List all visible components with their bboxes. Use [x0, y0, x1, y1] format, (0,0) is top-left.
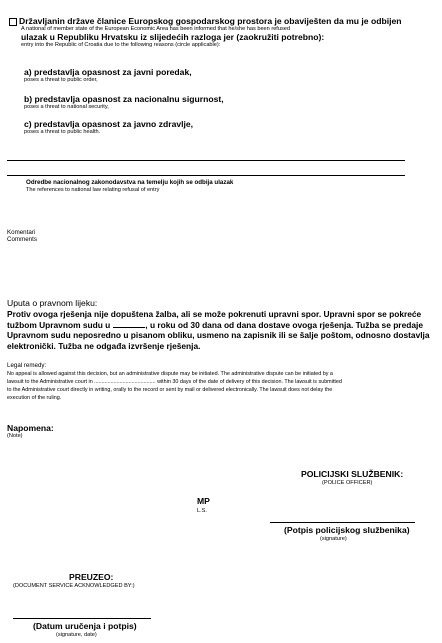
legal-remedy-title-en: Legal remedy: — [7, 362, 47, 369]
received-by-title-en: (DOCUMENT SERVICE ACKNOWLEDGED BY:) — [13, 583, 135, 589]
legal-remedy-title: Uputa o pravnom lijeku: — [7, 298, 98, 308]
reason-a[interactable]: a) predstavlja opasnost za javni poredak, — [24, 67, 192, 77]
seal-mark-en: L.S. — [197, 508, 207, 514]
legal-remedy-line-4: elektronički. Tužba ne odgađa izvršenje rješenja. — [7, 340, 201, 351]
date-signature-label: (Datum uručenja i potpis) — [33, 621, 137, 631]
police-officer-title: POLICIJSKI SLUŽBENIK: — [301, 469, 404, 479]
comments-label-en: Comments — [7, 236, 37, 243]
legal-remedy-line-3: Upravnom sudu neposredno u pisanom obliku, usmeno na zapisnik ili se šalje poštom, odnosno dostavlja — [7, 330, 430, 341]
administrative-court-field[interactable] — [113, 327, 145, 328]
officer-signature-label-en: (signature) — [320, 536, 347, 542]
note-label-en: (Note) — [7, 433, 23, 439]
note-label: Napomena: — [7, 423, 54, 433]
seal-mark: MP — [197, 496, 210, 506]
legal-remedy-text-en: No appeal is allowed against this decision, but an administrative dispute may be initiated. The administrative dispute can be initiated by a lawsuit to the Administrative court in ......................................... within 30 days of the date of delivery of this decision. The lawsuit is submitted to the Administrative court directly in writing, orally to the record or sent by mail or delivered electronically. The lawsuit does not delay the execution of the ruling. — [7, 371, 342, 402]
reason-c-en: poses a threat to public health. — [24, 129, 101, 135]
law-reference-label-en: The references to national law relating refusal of entry — [26, 187, 160, 193]
reason-b-en: poses a threat to national security, — [24, 104, 109, 110]
officer-signature-label: (Potpis policijskog službenika) — [284, 525, 410, 535]
legal-remedy-line-1: Protiv ovoga rješenja nije dopuštena žalba, ali se može pokrenuti upravni spor. Upravni spor se pokreće — [7, 309, 422, 319]
police-officer-title-en: (POLICE OFFICER) — [322, 480, 373, 486]
legal-remedy-text — [7, 309, 437, 351]
legal-remedy-line-2: tužbom Upravnom sudu u , u roku od 30 dana od dana dostave ovoga rješenja. Tužba se predaje — [7, 319, 423, 330]
received-by-title: PREUZEO: — [69, 572, 114, 582]
header-statement-en: A national of member state of the European Economic Area has been informed that he/she has been refused — [21, 26, 290, 32]
checkbox[interactable] — [9, 18, 17, 26]
entry-reasons-heading-en: entry into the Republic of Croatia due to the following reasons (circle applicable): — [21, 42, 221, 48]
date-signature-label-en: (signature, date) — [56, 632, 97, 638]
entry-reasons-heading: ulazak u Republiku Hrvatsku iz slijedećih razloga jer (zaokružiti potrebno): — [21, 32, 325, 42]
header-statement: Državljanin države članice Europskog gospodarskog prostora je obaviješten da mu je odbijen — [19, 16, 402, 26]
officer-signature-field[interactable] — [270, 522, 415, 523]
reason-a-en: poses a threat to public order, — [24, 77, 98, 83]
date-signature-field[interactable] — [13, 618, 151, 619]
reason-b[interactable]: b) predstavlja opasnost za nacionalnu sigurnost, — [24, 94, 224, 104]
reason-c[interactable]: c) predstavlja opasnost za javno zdravlje, — [24, 119, 194, 129]
law-reference-field[interactable] — [7, 160, 405, 161]
law-reference-field-2[interactable] — [7, 175, 405, 176]
law-reference-label: Odredbe nacionalnog zakonodavstva na temelju kojih se odbija ulazak — [26, 179, 234, 186]
comments-label: Komentari — [7, 229, 36, 236]
